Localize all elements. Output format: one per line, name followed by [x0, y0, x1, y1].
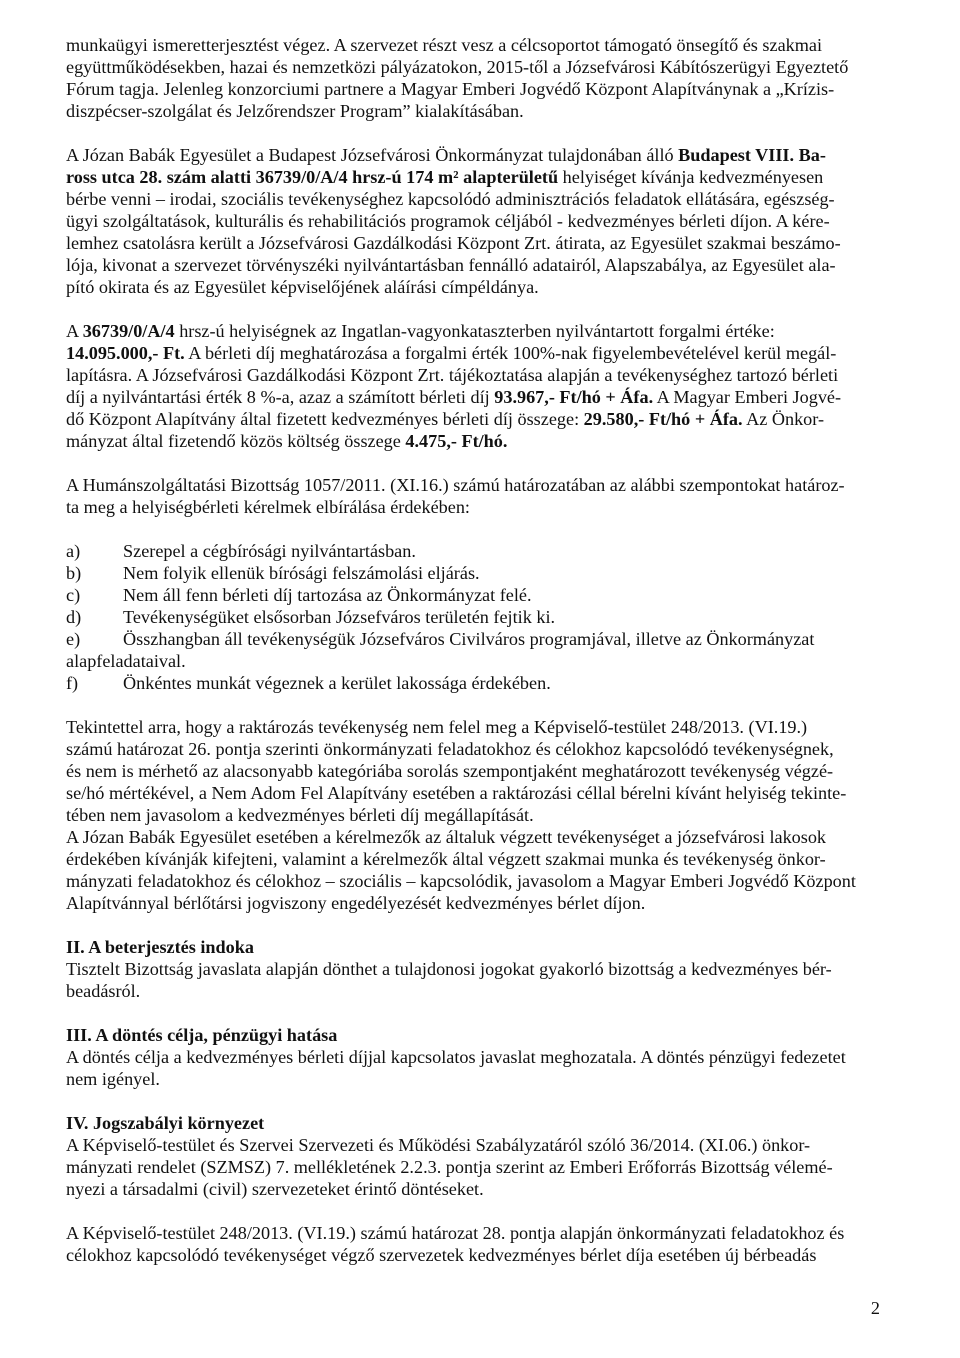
text-line: beadásról. — [66, 981, 141, 1001]
text-line — [66, 408, 898, 430]
common-cost-bold: 4.475,- Ft/hó. — [405, 431, 508, 451]
list-text: Nem folyik ellenük bírósági felszámolási eljárás. — [123, 563, 480, 583]
text-line: ta meg a helyiségbérleti kérelmek elbírálása érdekében: — [66, 497, 470, 517]
text-line: diszpécser-szolgálat és Jelzőrendszer Program” kialakításában. — [66, 101, 524, 121]
text-line: tében nem javasolom a kedvezményes bérleti díj megállapítását. — [66, 805, 534, 825]
list-label: c) — [66, 585, 81, 605]
text-line: együttműködésekben, hazai és nemzetközi pályázatokon, 2015-től a Józsefvárosi Kábítószerügyi Egyeztető — [66, 57, 849, 77]
text-line: se/hó mértékével, a Nem Adom Fel Alapítvány esetében a raktározási céllal bérelni kívánt helyiség tekinte- — [66, 783, 847, 803]
list-label: e) — [66, 629, 81, 649]
text-line: és nem is mérhető az alacsonyabb kategóriába sorolás szempontjaként meghatározott tevékenység végzé- — [66, 761, 834, 781]
text-line: mányzati rendelet (SZMSZ) 7. mellékletének 2.2.3. pontja szerint az Emberi Erőforrás Bizottság vélemé- — [66, 1157, 833, 1177]
list-text: alapfeladataival. — [66, 651, 186, 671]
recommendation-paragraph — [66, 826, 898, 914]
intro-paragraph — [66, 34, 898, 122]
text-line: Alapítvánnyal bérlőtársi jogviszony engedélyezését kedvezményes bérlet díjon. — [66, 893, 646, 913]
text-line: bérbe venni – irodai, szociális tevékenységhez kapcsolódó adminisztrációs feladatok ellátására, egészség- — [66, 189, 835, 209]
list-label: f) — [66, 673, 79, 693]
text-span: Az Önkor- — [742, 409, 825, 429]
text-line: nem igényel. — [66, 1069, 160, 1089]
list-label: b) — [66, 563, 82, 583]
list-item — [66, 562, 898, 584]
list-item — [66, 584, 898, 606]
text-line — [66, 320, 898, 342]
text-line: munkaügyi ismeretterjesztést végez. A szervezet részt vesz a célcsoportot támogató önsegítő és szakmai — [66, 35, 823, 55]
page-number: 2 — [870, 1298, 880, 1318]
text-line: célokhoz kapcsolódó tevékenységet végző szervezetek kedvezményes bérlet díja esetében új bérbeadás — [66, 1245, 817, 1265]
text-line: lapításra. A Józsefvárosi Gazdálkodási Központ Zrt. tájékoztatása alapján a tevékenységhez tartozó bérleti — [66, 365, 839, 385]
text-line: Tisztelt Bizottság javaslata alapján dönthet a tulajdonosi jogokat gyakorló bizottság a kedvezményes bér- — [66, 959, 832, 979]
text-line: A Képviselő-testület és Szervei Szervezeti és Működési Szabályzatáról szóló 36/2014. (XI.06.) önkor- — [66, 1135, 811, 1155]
list-label: d) — [66, 607, 82, 627]
text-span: A — [66, 321, 83, 341]
list-item — [66, 672, 898, 694]
text-line: lemhez csatolásra került a Józsefvárosi Gazdálkodási Központ Zrt. átirata, az Egyesület szakmai beszámo- — [66, 233, 841, 253]
text-line: mányzati feladatokhoz és célokhoz – szociális – kapcsolódik, javasolom a Magyar Emberi Jogvédő Központ — [66, 871, 856, 891]
valuation-paragraph — [66, 320, 898, 452]
list-text: Szerepel a cégbírósági nyilvántartásban. — [123, 541, 416, 561]
text-line: A döntés célja a kedvezményes bérleti díjjal kapcsolatos javaslat meghozatala. A döntés pénzügyi fedezetet — [66, 1047, 846, 1067]
text-line: érdekében kívánják kifejteni, valamint a kérelmezők által végzett szakmai munka és tevékenység önkor- — [66, 849, 826, 869]
address-bold: Budapest VIII. Ba- — [678, 145, 826, 165]
text-line — [66, 430, 898, 452]
property-paragraph — [66, 144, 898, 298]
storage-paragraph — [66, 716, 898, 826]
text-line: pító okirata és az Egyesület képviselőjének aláírási címpéldánya. — [66, 277, 539, 297]
discounted-rent-bold: 29.580,- Ft/hó + Áfa. — [583, 409, 743, 429]
text-line — [66, 386, 898, 408]
section-heading: IV. Jogszabályi környezet — [66, 1113, 265, 1133]
text-span: hrsz-ú helyiségnek az Ingatlan-vagyonkataszterben nyilvántartott forgalmi értéke: — [174, 321, 775, 341]
list-item — [66, 606, 898, 628]
text-line: lója, kivonat a szervezet törvényszéki nyilvántartásban fennálló adatairól, Alapszabálya, az Egyesület ala- — [66, 255, 836, 275]
market-value-bold: 14.095.000,- Ft. — [66, 343, 185, 363]
text-line: nyezi a társadalmi (civil) szervezeteket érintő döntéseket. — [66, 1179, 484, 1199]
list-text: Nem áll fenn bérleti díj tartozása az Önkormányzat felé. — [123, 585, 532, 605]
list-text: Önkéntes munkát végeznek a kerület lakossága érdekében. — [123, 673, 551, 693]
text-span: helyiséget kívánja kedvezményesen — [558, 167, 824, 187]
text-line: számú határozat 26. pontja szerinti önkormányzati feladatokhoz és célokhoz kapcsolódó tevékenységnek, — [66, 739, 834, 759]
list-item — [66, 540, 898, 562]
text-line — [66, 144, 898, 166]
text-line: A Képviselő-testület 248/2013. (VI.19.) számú határozat 28. pontja alapján önkormányzati feladatokhoz és — [66, 1223, 845, 1243]
section-body — [66, 958, 898, 1002]
list-item-continuation — [66, 650, 898, 672]
section-body — [66, 1134, 898, 1200]
closing-paragraph — [66, 1222, 898, 1266]
text-span: díj a nyilvántartási érték 8 %-a, azaz a számított bérleti díj — [66, 387, 495, 407]
text-line: Fórum tagja. Jelenleg konzorciumi partnere a Magyar Emberi Jogvédő Központ Alapítványnak a „Krízis- — [66, 79, 835, 99]
list-item — [66, 628, 898, 650]
criteria-list — [66, 540, 898, 694]
text-line — [66, 166, 898, 188]
section-heading: III. A döntés célja, pénzügyi hatása — [66, 1025, 338, 1045]
list-label: a) — [66, 541, 81, 561]
parcel-id-bold: 36739/0/A/4 — [82, 321, 175, 341]
text-span: dő Központ Alapítvány által fizetett kedvezményes bérleti díj összege: — [66, 409, 584, 429]
text-line: ügyi szolgáltatások, kulturális és rehabilitációs programok céljából - kedvezményes bérleti díjon. A kére- — [66, 211, 830, 231]
section-heading: II. A beterjesztés indoka — [66, 937, 254, 957]
text-span: A bérleti díj meghatározása a forgalmi érték 100%-nak figyelembevételével kerül megál- — [184, 343, 837, 363]
criteria-intro-paragraph — [66, 474, 898, 518]
text-line — [66, 342, 898, 364]
text-span: A Magyar Emberi Jogvé- — [653, 387, 842, 407]
text-span: A Józan Babák Egyesület a Budapest Józsefvárosi Önkormányzat tulajdonában álló — [66, 145, 679, 165]
text-line: A Humánszolgáltatási Bizottság 1057/2011. (XI.16.) számú határozatában az alábbi szempontokat határoz- — [66, 475, 845, 495]
text-line: A Józan Babák Egyesület esetében a kérelmezők az általuk végzett tevékenységet a józsefvárosi lakosok — [66, 827, 827, 847]
section-body — [66, 1046, 898, 1090]
rent-bold: 93.967,- Ft/hó + Áfa. — [494, 387, 654, 407]
address-bold: ross utca 28. szám alatti 36739/0/A/4 hrsz-ú 174 m² alapterületű — [66, 167, 559, 187]
text-line: Tekintettel arra, hogy a raktározás tevékenység nem felel meg a Képviselő-testület 248/2013. (VI.19.) — [66, 717, 808, 737]
list-text: Tevékenységüket elsősorban Józsefváros területén fejtik ki. — [123, 607, 556, 627]
text-span: mányzat által fizetendő közös költség összege — [66, 431, 406, 451]
list-text: Összhangban áll tevékenységük Józsefváros Civilváros programjával, illetve az Önkormányzat — [123, 629, 815, 649]
